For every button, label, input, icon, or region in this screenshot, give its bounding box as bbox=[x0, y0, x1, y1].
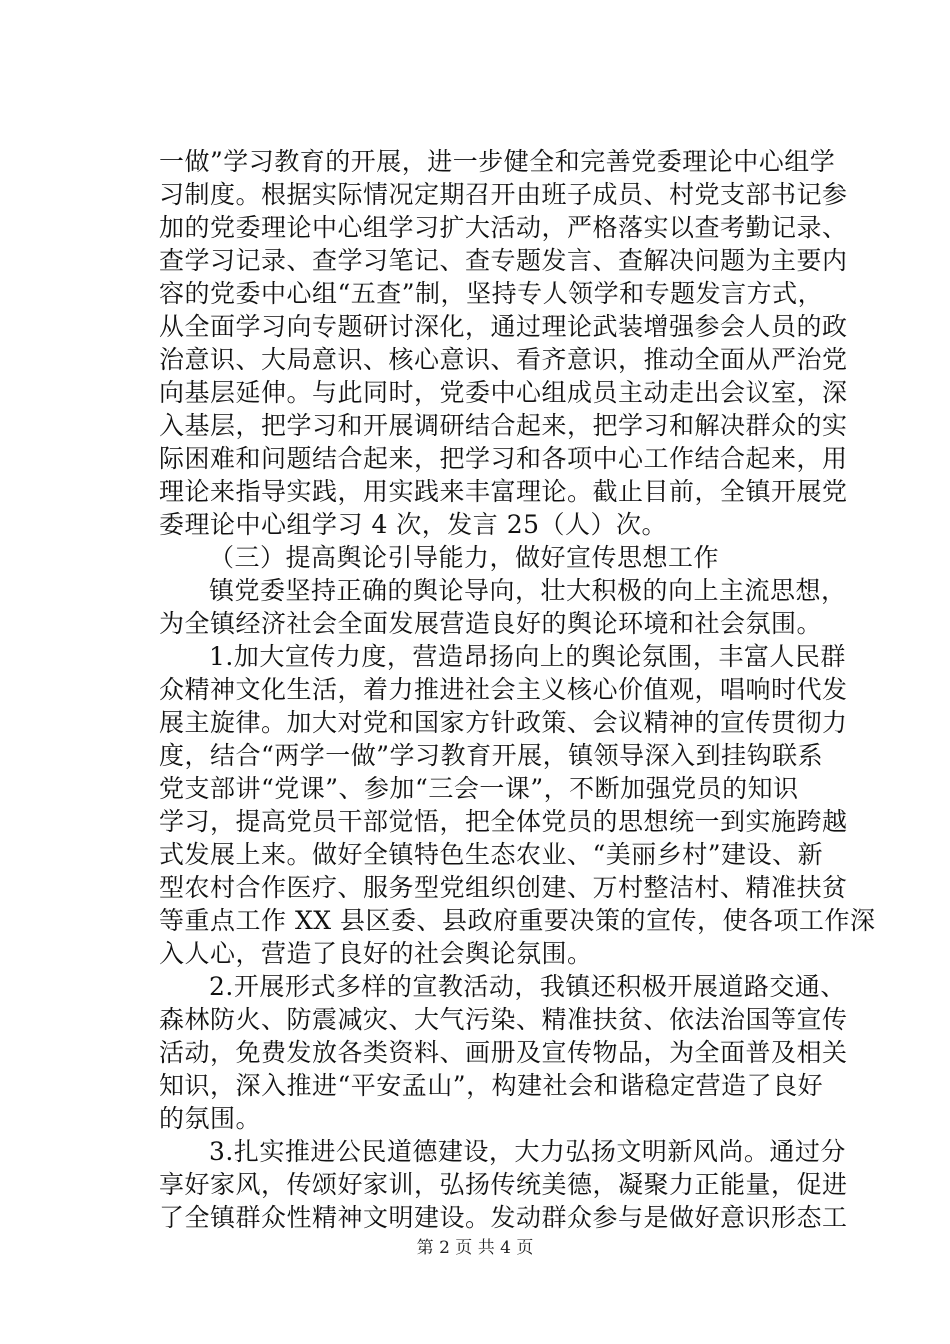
text-line: 加的党委理论中心组学习扩大活动，严格落实以查考勤记录、 bbox=[159, 213, 848, 242]
text-line: 理论来指导实践，用实践来丰富理论。截止目前，全镇开展党 bbox=[159, 477, 848, 506]
text-line: 式发展上来。做好全镇特色生态农业、“美丽乡村”建设、新 bbox=[159, 840, 824, 869]
text-line: 众精神文化生活，着力推进社会主义核心价值观，唱响时代发 bbox=[159, 675, 848, 704]
text-line: 展主旋律。加大对党和国家方针政策、会议精神的宣传贯彻力 bbox=[159, 708, 848, 737]
paragraph-p1 bbox=[159, 145, 848, 541]
page-footer: 第 2 页 共 4 页 bbox=[416, 1238, 534, 1258]
paragraph-p5 bbox=[159, 1135, 848, 1234]
text-line: 委理论中心组学习 4 次，发言 25（人）次。 bbox=[159, 510, 668, 539]
text-line: 习制度。根据实际情况定期召开由班子成员、村党支部书记参 bbox=[159, 180, 848, 209]
text-line: 1.加大宣传力度，营造昂扬向上的舆论氛围，丰富人民群 bbox=[209, 642, 846, 671]
text-line: 入人心，营造了良好的社会舆论氛围。 bbox=[159, 939, 593, 968]
text-line: 镇党委坚持正确的舆论导向，壮大积极的向上主流思想， bbox=[209, 576, 847, 605]
text-line: 森林防火、防震减灾、大气污染、精准扶贫、依法治国等宣传 bbox=[159, 1005, 848, 1034]
text-line: 党支部讲“党课”、参加“三会一课”，不断加强党员的知识 bbox=[159, 774, 799, 803]
paragraph-p3 bbox=[159, 640, 876, 970]
text-line: 度，结合“两学一做”学习教育开展，镇领导深入到挂钩联系 bbox=[159, 741, 824, 770]
text-line: 2.开展形式多样的宣教活动，我镇还积极开展道路交通、 bbox=[209, 972, 846, 1001]
text-line: 从全面学习向专题研讨深化，通过理论武装增强参会人员的政 bbox=[159, 312, 848, 341]
paragraph-p4 bbox=[159, 970, 848, 1135]
text-line: 查学习记录、查学习笔记、查专题发言、查解决问题为主要内 bbox=[159, 246, 848, 275]
text-line: 入基层，把学习和开展调研结合起来，把学习和解决群众的实 bbox=[159, 411, 848, 440]
text-line: （三）提高舆论引导能力，做好宣传思想工作 bbox=[209, 543, 720, 572]
text-line: 容的党委中心组“五查”制，坚持专人领学和专题发言方式， bbox=[159, 279, 824, 308]
text-line: 活动，免费发放各类资料、画册及宣传物品，为全面普及相关 bbox=[159, 1038, 848, 1067]
text-line: 了全镇群众性精神文明建设。发动群众参与是做好意识形态工 bbox=[159, 1203, 848, 1232]
text-line: 享好家风，传颂好家训，弘扬传统美德，凝聚力正能量，促进 bbox=[159, 1170, 848, 1199]
text-line: 为全镇经济社会全面发展营造良好的舆论环境和社会氛围。 bbox=[159, 609, 823, 638]
text-line: 一做”学习教育的开展，进一步健全和完善党委理论中心组学 bbox=[159, 147, 836, 176]
text-line: 型农村合作医疗、服务型党组织创建、万村整洁村、精准扶贫 bbox=[159, 873, 848, 902]
text-line: 的氛围。 bbox=[159, 1104, 262, 1133]
text-line: 3.扎实推进公民道德建设，大力弘扬文明新风尚。通过分 bbox=[209, 1137, 846, 1166]
paragraph-h3 bbox=[159, 541, 795, 574]
text-line: 知识，深入推进“平安孟山”，构建社会和谐稳定营造了良好 bbox=[159, 1071, 824, 1100]
text-line: 治意识、大局意识、核心意识、看齐意识，推动全面从严治党 bbox=[159, 345, 848, 374]
text-line: 际困难和问题结合起来，把学习和各项中心工作结合起来，用 bbox=[159, 444, 848, 473]
document-body bbox=[159, 145, 876, 1234]
text-line: 等重点工作 XX 县区委、县政府重要决策的宣传，使各项工作深 bbox=[159, 906, 876, 935]
text-line: 向基层延伸。与此同时，党委中心组成员主动走出会议室，深 bbox=[159, 378, 848, 407]
paragraph-p2 bbox=[159, 574, 847, 640]
text-line: 学习，提高党员干部觉悟，把全体党员的思想统一到实施跨越 bbox=[159, 807, 848, 836]
